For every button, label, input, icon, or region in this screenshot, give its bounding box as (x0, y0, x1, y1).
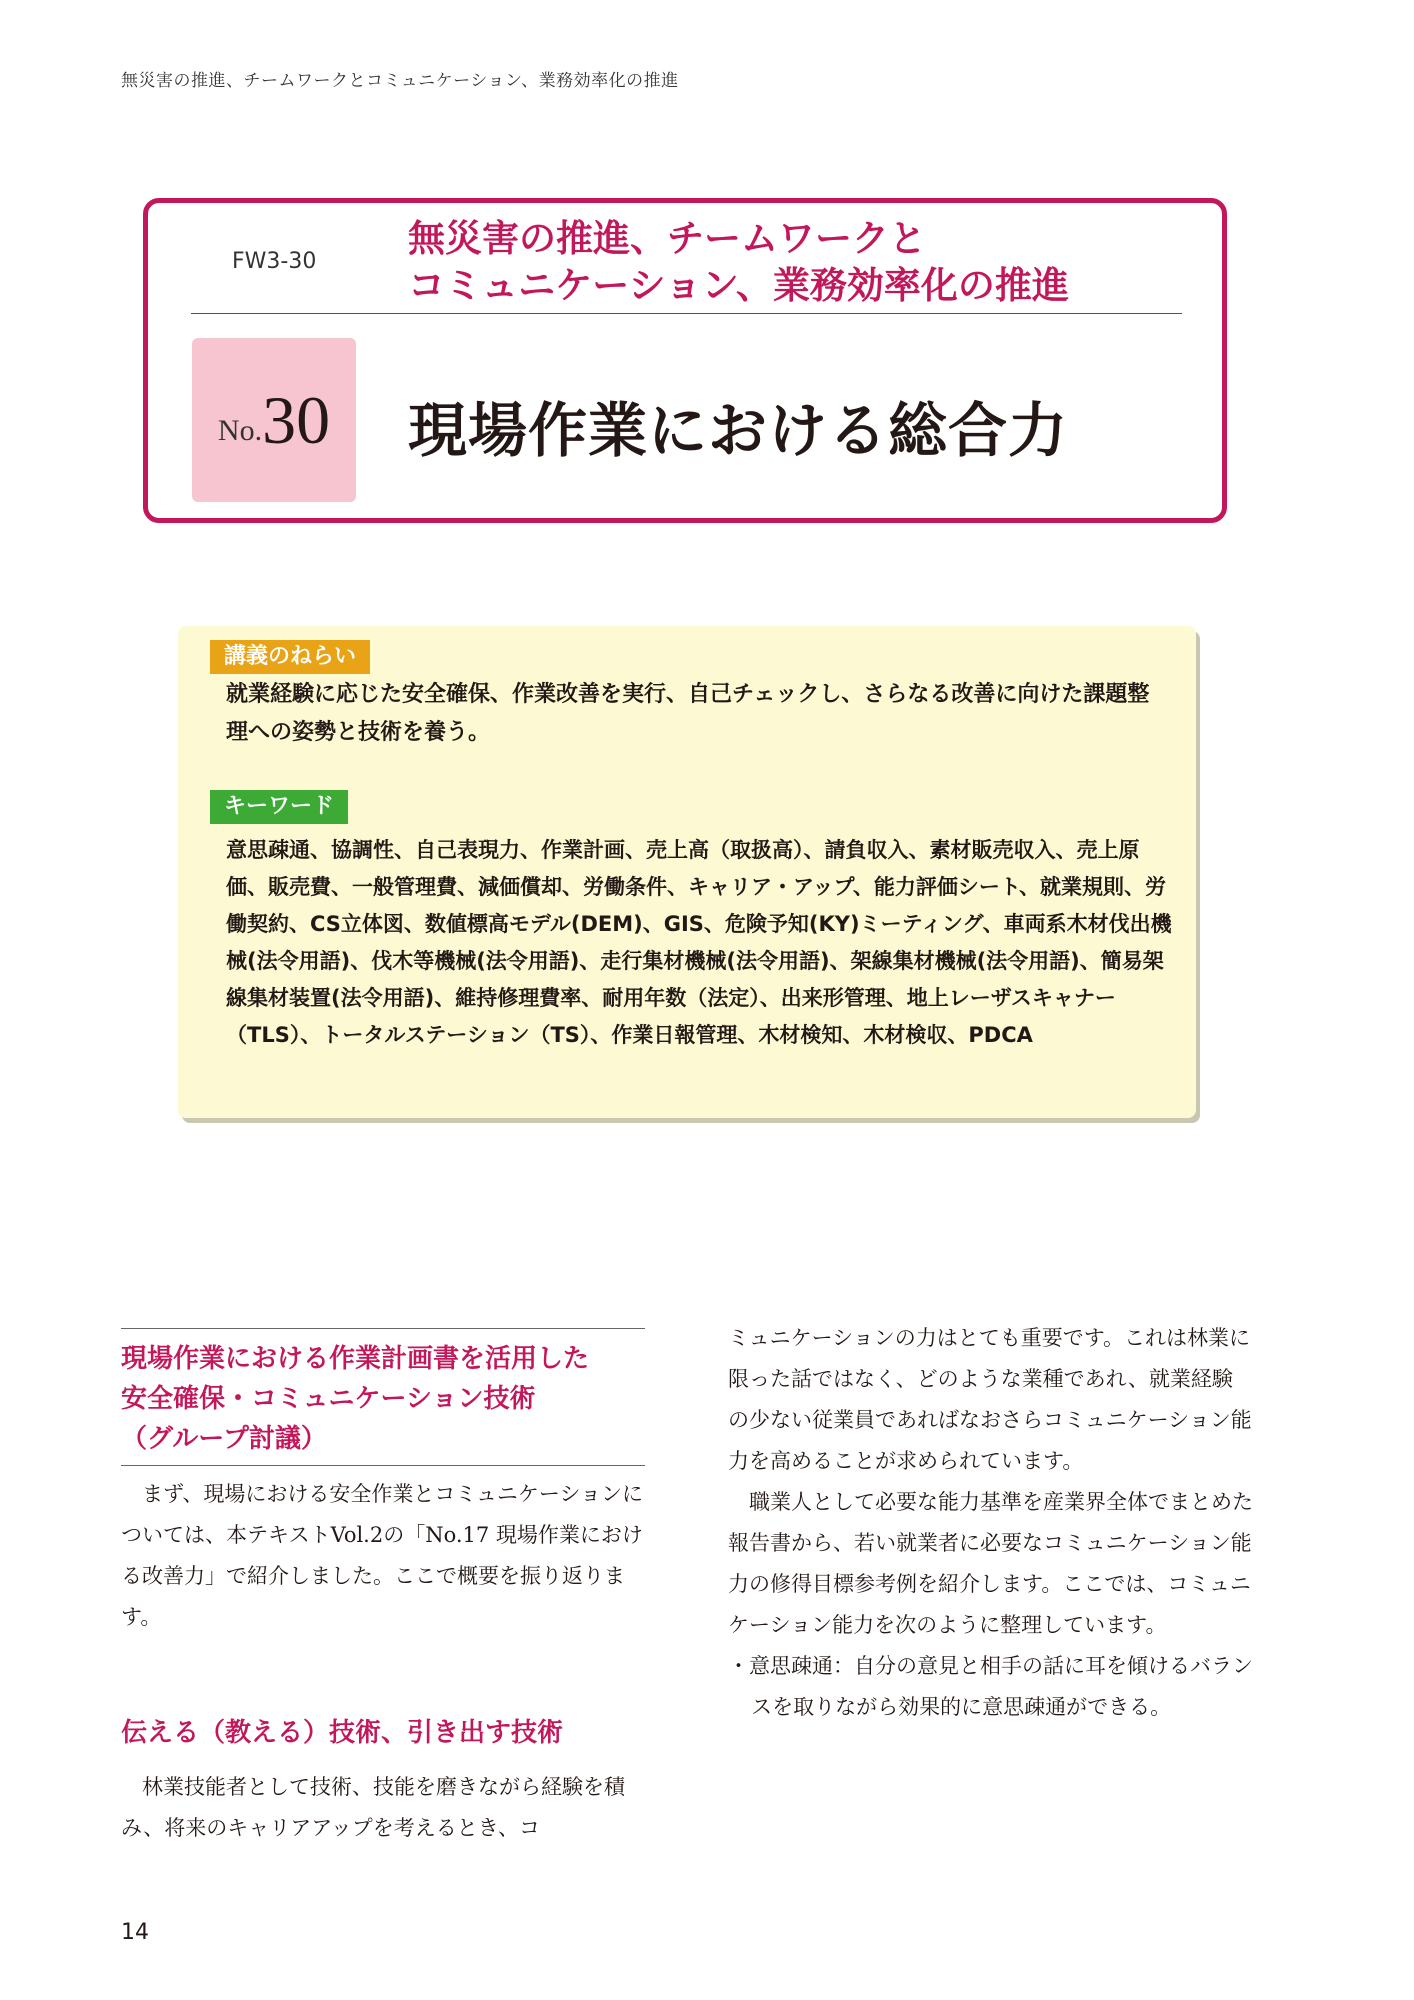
section-title-line2: コミュニケーション、業務効率化の推進 (408, 264, 1069, 307)
section-heading-line2: 安全確保・コミュニケーション技術 (121, 1384, 536, 1414)
left-paragraph-2: 林業技能者として技術、技能を磨きながら経験を積み、将来のキャリアアップを考えるとき、コ (121, 1775, 625, 1840)
section-heading (121, 1329, 645, 1465)
aim-text: 就業経験に応じた安全確保、作業改善を実行、自己チェックし、さらなる改善に向けた課題整理への姿勢と技術を養う。 (226, 682, 1150, 745)
section-title-line1: 無災害の推進、チームワークと (408, 217, 926, 260)
lesson-number-prefix: No. (217, 414, 263, 447)
right-column (728, 1318, 1253, 1728)
right-paragraph-1: ミュニケーションの力はとても重要です。これは林業に限った話ではなく、どのような業種であれ、就業経験の少ない従業員であればなおさらコミュニケーション能力を高めることが求められています。 (728, 1326, 1252, 1473)
bullet-item: ・意思疎通：自分の意見と相手の話に耳を傾けるバランスを取りながら効果的に意思疎通ができる。 (728, 1654, 1253, 1719)
section-title (408, 215, 1188, 309)
keyword-list: 意思疎通、協調性、自己表現力、作業計画、売上高（取扱高）、請負収入、素材販売収入、売上原価、販売費、一般管理費、減価償却、労働条件、キャリア・アップ、能力評価シート、就業規則、労働契約、CS立体図、数値標高モデル(DEM)、GIS、危険予知(KY)ミーティング、車両系木材伐出機械(法令用語)、伐木等機械(法令用語)、走行集材機械(法令用語)、架線集材機械(法令用語)、簡易架線集材装置(法令用語)、維持修理費率、耐用年数（法定）、出来形管理、地上レーザスキャナー（TLS）、トータルステーション（TS）、作業日報管理、木材検知、木材検収、PDCA (226, 838, 1172, 1047)
section-heading-line3: （グループ討議） (121, 1424, 327, 1454)
aim-box (178, 626, 1196, 1118)
keyword-label: キーワード (210, 790, 348, 824)
subheading: 伝える（教える）技術、引き出す技術 (121, 1718, 564, 1748)
left-paragraph-1: まず、現場における安全作業とコミュニケーションについては、本テキストVol.2の「No.17 現場作業における改善力」で紹介しました。ここで概要を振り返ります。 (121, 1482, 644, 1629)
left-column (121, 1328, 645, 1849)
title-box (143, 198, 1227, 523)
lesson-number-badge (192, 338, 356, 502)
section-heading-line1: 現場作業における作業計画書を活用した (121, 1344, 590, 1374)
page-title: 現場作業における総合力 (408, 396, 1069, 465)
right-paragraph-2: 職業人として必要な能力基準を産業界全体でまとめた報告書から、若い就業者に必要なコミュニケーション能力の修得目標参考例を紹介します。ここでは、コミュニケーション能力を次のように整理しています。 (728, 1490, 1253, 1637)
aim-label: 講義のねらい (210, 640, 370, 674)
unit-code: FW3-30 (232, 249, 317, 274)
running-header: 無災害の推進、チームワークとコミュニケーション、業務効率化の推進 (121, 71, 679, 91)
lesson-number: 30 (262, 382, 331, 458)
title-divider (191, 313, 1182, 314)
heading-bottom-rule (121, 1465, 645, 1466)
page-number: 14 (121, 1920, 149, 1945)
